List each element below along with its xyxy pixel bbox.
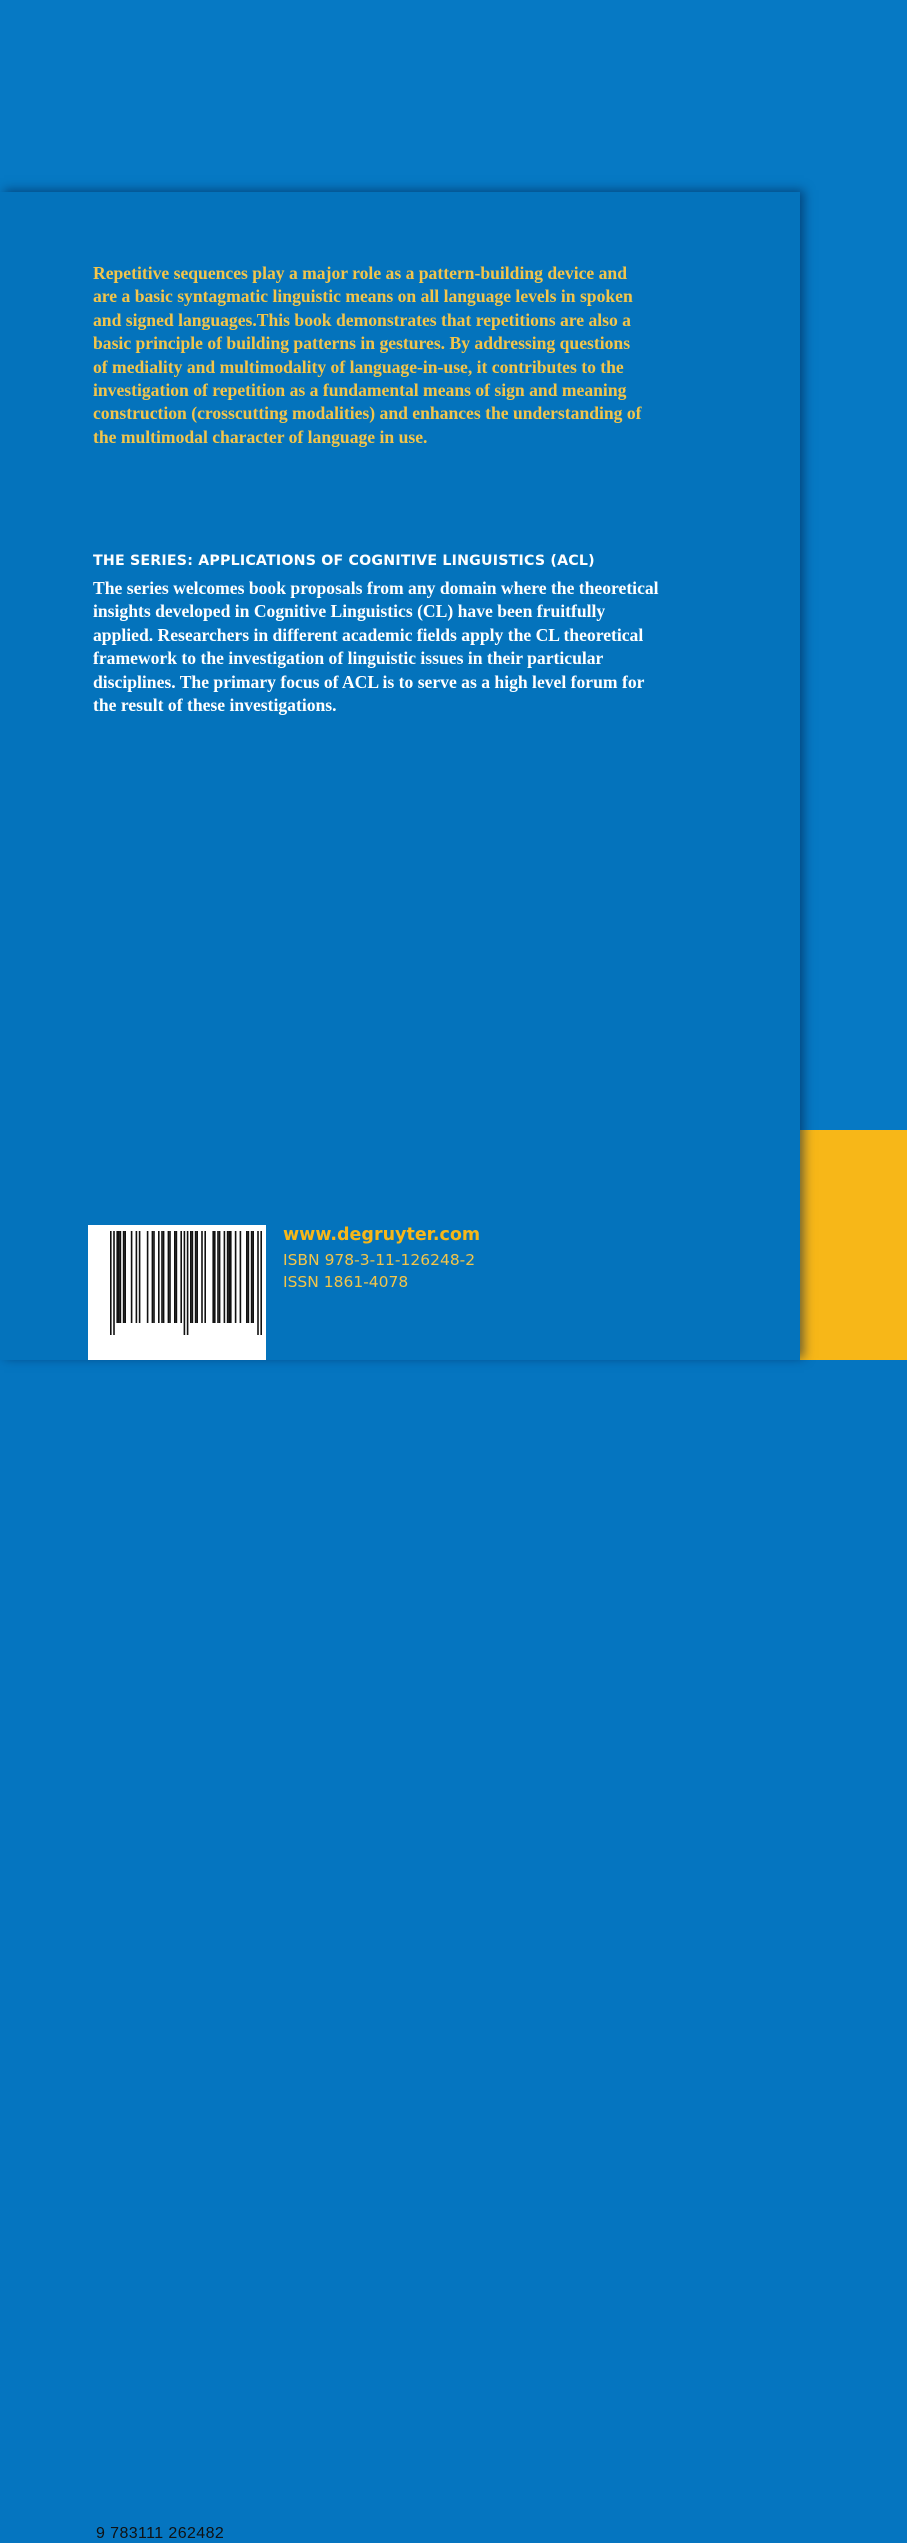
- barcode-bar: [228, 1231, 230, 1323]
- barcode-bar: [113, 1231, 115, 1335]
- barcode-bar: [174, 1231, 176, 1323]
- barcode-bar: [131, 1231, 133, 1323]
- barcode-bar: [260, 1231, 262, 1335]
- barcode-bar: [152, 1231, 154, 1323]
- barcode-bar: [184, 1231, 186, 1335]
- barcode-bar: [158, 1231, 160, 1323]
- barcode-bar: [204, 1231, 206, 1323]
- barcode-bar: [116, 1231, 118, 1323]
- barcode-bar: [246, 1231, 248, 1323]
- barcode-bar: [192, 1231, 194, 1323]
- barcode-bar: [120, 1231, 122, 1323]
- barcode-bar: [176, 1231, 178, 1323]
- barcode-bar: [180, 1231, 182, 1323]
- barcode-bar: [257, 1231, 259, 1335]
- barcode-bar: [252, 1231, 254, 1323]
- barcode-bar: [224, 1231, 226, 1323]
- barcode-bar: [161, 1231, 163, 1323]
- barcode-bar: [248, 1231, 250, 1323]
- barcode-bar: [195, 1231, 197, 1323]
- issn-number: ISSN 1861-4078: [283, 1273, 409, 1291]
- barcode-bars: [88, 1225, 266, 1360]
- barcode-bar: [219, 1231, 221, 1323]
- barcode-bar: [190, 1231, 192, 1323]
- barcode-bar: [217, 1231, 219, 1323]
- book-blurb: Repetitive sequences play a major role as a pattern-building device and are a basic syntagmatic linguistic means on all language levels in spoken and signed languages.This book demonstrates that repetitions are also a basic principle of building patterns in gestures. By addressing questions of mediality and multimodality of language-in-use, it contributes to the investigation of repetition as a fundamental means of sign and meaning construction (crosscutting modalities) and enhances the understanding of the multimodal character of language in use.: [93, 263, 642, 447]
- barcode-bar: [147, 1231, 149, 1323]
- barcode-bar: [201, 1231, 203, 1323]
- barcode-bar: [110, 1231, 112, 1335]
- barcode-bar: [212, 1231, 214, 1323]
- series-description: The series welcomes book proposals from any domain where the theoretical insights developed in Cognitive Linguistics (CL) have been fruitfully applied. Researchers in different academic fields apply the CL theoretical framework to the investigation of linguistic issues in their particular disciplines. The primary focus of ACL is to serve as a high level forum for the result of these investigations.: [93, 578, 659, 716]
- barcode-bar: [163, 1231, 165, 1323]
- barcode-bar: [230, 1231, 232, 1323]
- barcode-bar: [153, 1231, 155, 1323]
- barcode-bar: [123, 1231, 125, 1323]
- cover-right-strip: [800, 0, 907, 1130]
- barcode-bar: [118, 1231, 120, 1323]
- yellow-accent-block: [800, 1130, 907, 1360]
- barcode-number: 9 783111 262482: [96, 2525, 225, 2542]
- barcode-bar: [235, 1231, 237, 1323]
- cover-top-band: [0, 0, 907, 192]
- barcode-bar: [196, 1231, 198, 1323]
- barcode-bar: [240, 1231, 242, 1323]
- barcode-bar: [227, 1231, 229, 1323]
- barcode-bar: [136, 1231, 138, 1323]
- barcode-bar: [168, 1231, 170, 1323]
- series-heading: THE SERIES: APPLICATIONS OF COGNITIVE LINGUISTICS (ACL): [93, 553, 595, 569]
- barcode-bar: [139, 1231, 141, 1323]
- barcode: [88, 1225, 266, 2542]
- isbn-number: ISBN 978-3-11-126248-2: [283, 1251, 476, 1269]
- barcode-bar: [214, 1231, 216, 1323]
- publisher-url[interactable]: www.degruyter.com: [283, 1225, 481, 1245]
- barcode-bar: [124, 1231, 126, 1323]
- barcode-bar: [169, 1231, 171, 1323]
- barcode-bar: [187, 1231, 189, 1335]
- barcode-bar: [251, 1231, 253, 1323]
